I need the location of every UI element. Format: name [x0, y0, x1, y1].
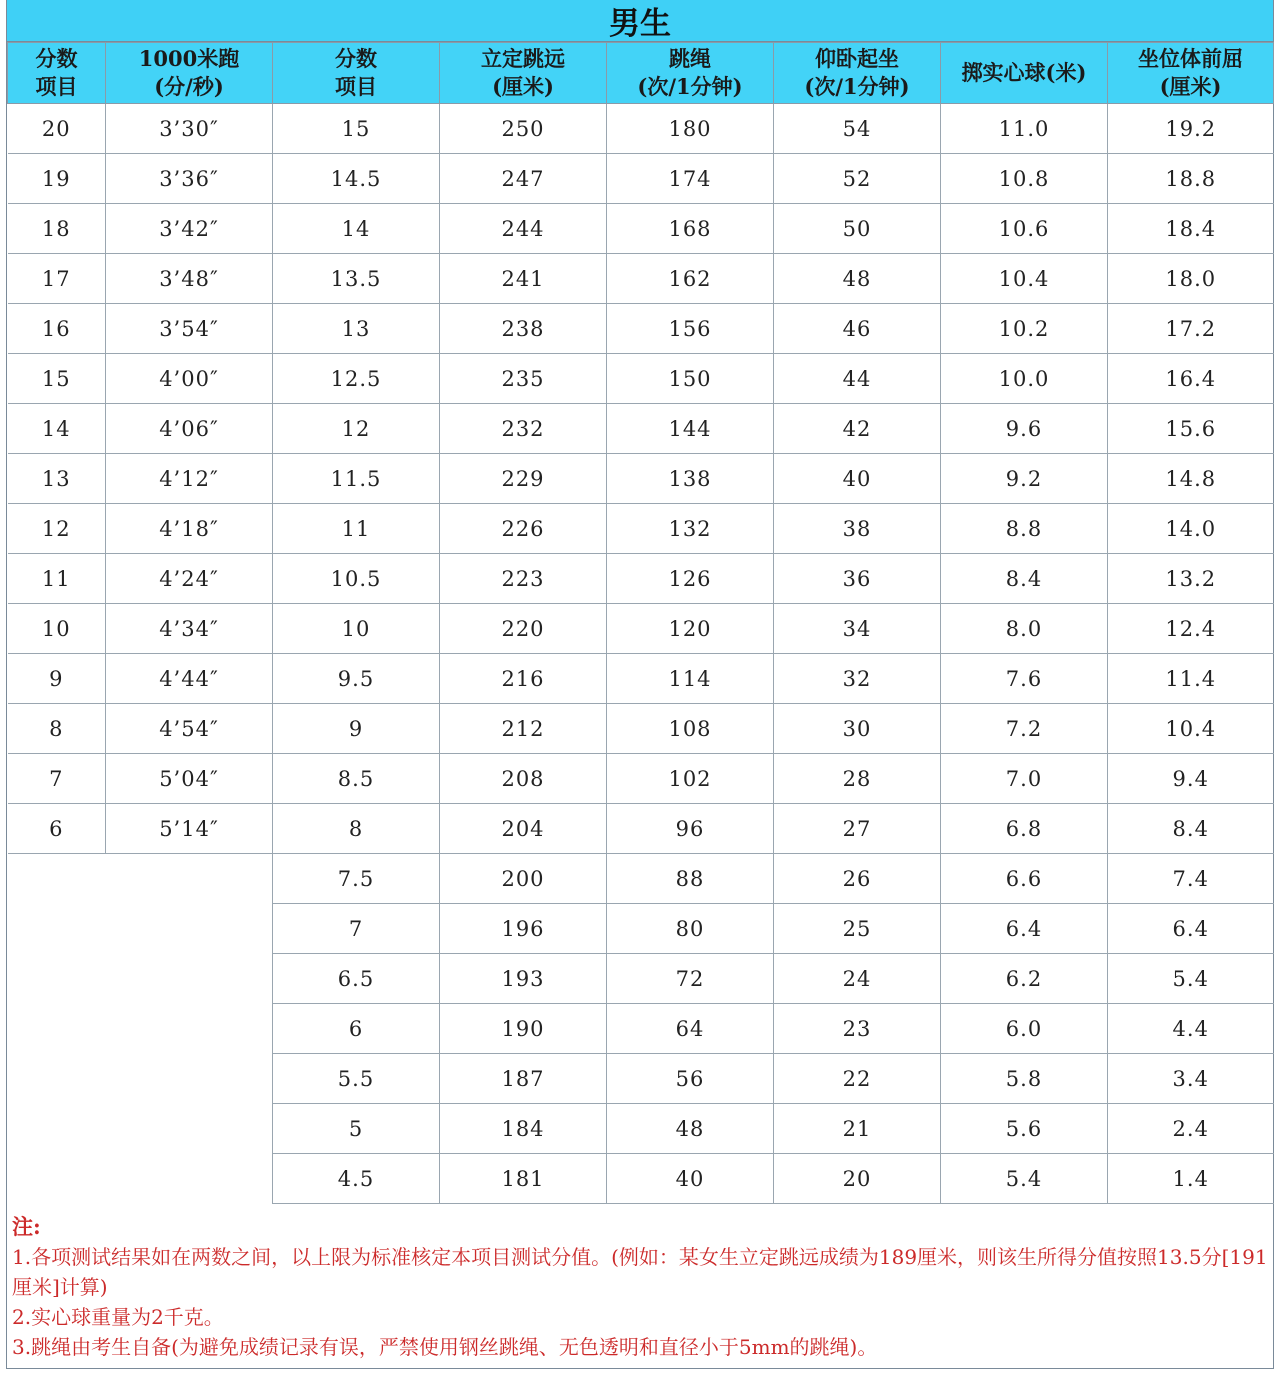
run-score-cell: 17 — [8, 254, 106, 304]
table-row — [8, 254, 1274, 304]
table-row — [8, 404, 1274, 454]
table-row — [8, 804, 1274, 854]
sit-and-reach-cell: 18.0 — [1108, 254, 1274, 304]
sit-ups-cell: 40 — [774, 454, 941, 504]
table-row — [8, 354, 1274, 404]
table-row — [8, 204, 1274, 254]
run-score-cell: 13 — [8, 454, 106, 504]
standing-long-jump-cell: 229 — [440, 454, 607, 504]
item-score-cell: 9.5 — [273, 654, 440, 704]
item-score-cell: 10 — [273, 604, 440, 654]
item-score-cell: 5 — [273, 1104, 440, 1154]
item-score-cell: 10.5 — [273, 554, 440, 604]
item-score-cell: 6.5 — [273, 954, 440, 1004]
header-item-score: 分数 项目 — [273, 43, 440, 104]
sit-ups-cell: 36 — [774, 554, 941, 604]
score-sheet — [6, 0, 1274, 1369]
run-score-cell: 15 — [8, 354, 106, 404]
run-score-cell: 19 — [8, 154, 106, 204]
sit-ups-cell: 28 — [774, 754, 941, 804]
sit-ups-cell: 50 — [774, 204, 941, 254]
run-score-cell: 10 — [8, 604, 106, 654]
standing-long-jump-cell: 232 — [440, 404, 607, 454]
sit-and-reach-cell: 13.2 — [1108, 554, 1274, 604]
medicine-ball-cell: 6.8 — [941, 804, 1108, 854]
table-row — [8, 504, 1274, 554]
sit-ups-cell: 25 — [774, 904, 941, 954]
run-score-cell: 16 — [8, 304, 106, 354]
sit-and-reach-cell: 4.4 — [1108, 1004, 1274, 1054]
rope-skipping-cell: 40 — [607, 1154, 774, 1204]
run-time-cell: 3’48″ — [106, 254, 273, 304]
rope-skipping-cell: 108 — [607, 704, 774, 754]
sit-ups-cell: 24 — [774, 954, 941, 1004]
standing-long-jump-cell: 244 — [440, 204, 607, 254]
item-score-cell: 14 — [273, 204, 440, 254]
run-time-cell: 4’00″ — [106, 354, 273, 404]
rope-skipping-cell: 80 — [607, 904, 774, 954]
sit-and-reach-cell: 6.4 — [1108, 904, 1274, 954]
run-score-cell: 6 — [8, 804, 106, 854]
medicine-ball-cell: 9.6 — [941, 404, 1108, 454]
sit-ups-cell: 38 — [774, 504, 941, 554]
item-score-cell: 8 — [273, 804, 440, 854]
sit-ups-cell: 44 — [774, 354, 941, 404]
rope-skipping-cell: 88 — [607, 854, 774, 904]
medicine-ball-cell: 5.4 — [941, 1154, 1108, 1204]
medicine-ball-cell: 7.2 — [941, 704, 1108, 754]
sit-ups-cell: 30 — [774, 704, 941, 754]
score-table-body — [8, 104, 1274, 1204]
medicine-ball-cell: 10.0 — [941, 354, 1108, 404]
run-score-cell: 18 — [8, 204, 106, 254]
rope-skipping-cell: 132 — [607, 504, 774, 554]
standing-long-jump-cell: 208 — [440, 754, 607, 804]
standing-long-jump-cell: 193 — [440, 954, 607, 1004]
sit-and-reach-cell: 17.2 — [1108, 304, 1274, 354]
header-rope-skipping: 跳绳 (次/1分钟) — [607, 43, 774, 104]
rope-skipping-cell: 102 — [607, 754, 774, 804]
medicine-ball-cell: 10.6 — [941, 204, 1108, 254]
item-score-cell: 7.5 — [273, 854, 440, 904]
table-row — [8, 654, 1274, 704]
standing-long-jump-cell: 204 — [440, 804, 607, 854]
standing-long-jump-cell: 250 — [440, 104, 607, 154]
rope-skipping-cell: 64 — [607, 1004, 774, 1054]
sit-ups-cell: 27 — [774, 804, 941, 854]
standing-long-jump-cell: 196 — [440, 904, 607, 954]
notes-title: 注: — [12, 1214, 41, 1239]
sit-ups-cell: 22 — [774, 1054, 941, 1104]
standing-long-jump-cell: 184 — [440, 1104, 607, 1154]
notes-section — [7, 1204, 1273, 1368]
item-score-cell: 4.5 — [273, 1154, 440, 1204]
sit-ups-cell: 23 — [774, 1004, 941, 1054]
header-row — [8, 43, 1274, 104]
medicine-ball-cell: 10.2 — [941, 304, 1108, 354]
sit-ups-cell: 20 — [774, 1154, 941, 1204]
rope-skipping-cell: 96 — [607, 804, 774, 854]
sit-and-reach-cell: 15.6 — [1108, 404, 1274, 454]
item-score-cell: 15 — [273, 104, 440, 154]
sit-ups-cell: 46 — [774, 304, 941, 354]
table-row — [8, 454, 1274, 504]
note-item-2: 2.实心球重量为2千克。 — [12, 1305, 224, 1329]
sit-and-reach-cell: 1.4 — [1108, 1154, 1274, 1204]
sit-and-reach-cell: 18.4 — [1108, 204, 1274, 254]
rope-skipping-cell: 120 — [607, 604, 774, 654]
rope-skipping-cell: 126 — [607, 554, 774, 604]
rope-skipping-cell: 138 — [607, 454, 774, 504]
table-row — [8, 104, 1274, 154]
standing-long-jump-cell: 247 — [440, 154, 607, 204]
header-standing-long-jump: 立定跳远 (厘米) — [440, 43, 607, 104]
run-time-cell: 4’34″ — [106, 604, 273, 654]
rope-skipping-cell: 48 — [607, 1104, 774, 1154]
sit-ups-cell: 21 — [774, 1104, 941, 1154]
medicine-ball-cell: 10.4 — [941, 254, 1108, 304]
item-score-cell: 13 — [273, 304, 440, 354]
item-score-cell: 14.5 — [273, 154, 440, 204]
rope-skipping-cell: 180 — [607, 104, 774, 154]
run-score-cell: 8 — [8, 704, 106, 754]
medicine-ball-cell: 10.8 — [941, 154, 1108, 204]
medicine-ball-cell: 7.0 — [941, 754, 1108, 804]
item-score-cell: 8.5 — [273, 754, 440, 804]
table-row — [8, 854, 1274, 904]
sit-and-reach-cell: 3.4 — [1108, 1054, 1274, 1104]
standing-long-jump-cell: 223 — [440, 554, 607, 604]
medicine-ball-cell: 6.4 — [941, 904, 1108, 954]
standing-long-jump-cell: 181 — [440, 1154, 607, 1204]
rope-skipping-cell: 156 — [607, 304, 774, 354]
medicine-ball-cell: 11.0 — [941, 104, 1108, 154]
item-score-cell: 12.5 — [273, 354, 440, 404]
sit-and-reach-cell: 19.2 — [1108, 104, 1274, 154]
page-title: 男生 — [7, 0, 1273, 42]
standing-long-jump-cell: 216 — [440, 654, 607, 704]
item-score-cell: 7 — [273, 904, 440, 954]
run-time-cell: 5’14″ — [106, 804, 273, 854]
sit-and-reach-cell: 12.4 — [1108, 604, 1274, 654]
sit-and-reach-cell: 5.4 — [1108, 954, 1274, 1004]
table-row — [8, 704, 1274, 754]
sit-ups-cell: 48 — [774, 254, 941, 304]
rope-skipping-cell: 168 — [607, 204, 774, 254]
run-time-cell: 4’24″ — [106, 554, 273, 604]
rope-skipping-cell: 114 — [607, 654, 774, 704]
item-score-cell: 9 — [273, 704, 440, 754]
sit-ups-cell: 34 — [774, 604, 941, 654]
run-score-cell: 14 — [8, 404, 106, 454]
rope-skipping-cell: 144 — [607, 404, 774, 454]
rope-skipping-cell: 150 — [607, 354, 774, 404]
table-row — [8, 304, 1274, 354]
standing-long-jump-cell: 190 — [440, 1004, 607, 1054]
rope-skipping-cell: 72 — [607, 954, 774, 1004]
note-item-3: 3.跳绳由考生自备(为避免成绩记录有误，严禁使用钢丝跳绳、无色透明和直径小于5mm的跳绳)。 — [12, 1335, 878, 1359]
run-time-cell: 3’36″ — [106, 154, 273, 204]
table-row — [8, 604, 1274, 654]
standing-long-jump-cell: 241 — [440, 254, 607, 304]
sit-and-reach-cell: 18.8 — [1108, 154, 1274, 204]
item-score-cell: 11 — [273, 504, 440, 554]
sit-and-reach-cell: 10.4 — [1108, 704, 1274, 754]
medicine-ball-cell: 6.6 — [941, 854, 1108, 904]
item-score-cell: 11.5 — [273, 454, 440, 504]
sit-ups-cell: 54 — [774, 104, 941, 154]
rope-skipping-cell: 162 — [607, 254, 774, 304]
sit-and-reach-cell: 2.4 — [1108, 1104, 1274, 1154]
rope-skipping-cell: 56 — [607, 1054, 774, 1104]
sit-and-reach-cell: 11.4 — [1108, 654, 1274, 704]
run-time-cell: 3’42″ — [106, 204, 273, 254]
run-time-cell: 4’18″ — [106, 504, 273, 554]
standing-long-jump-cell: 235 — [440, 354, 607, 404]
run-score-cell: 7 — [8, 754, 106, 804]
standing-long-jump-cell: 226 — [440, 504, 607, 554]
medicine-ball-cell: 8.0 — [941, 604, 1108, 654]
run-score-cell: 9 — [8, 654, 106, 704]
header-run-score: 分数 项目 — [8, 43, 106, 104]
header-sit-ups: 仰卧起坐 (次/1分钟) — [774, 43, 941, 104]
sit-ups-cell: 42 — [774, 404, 941, 454]
item-score-cell: 13.5 — [273, 254, 440, 304]
header-sit-and-reach: 坐位体前屈 (厘米) — [1108, 43, 1274, 104]
header-medicine-ball: 掷实心球(米) — [941, 43, 1108, 104]
item-score-cell: 6 — [273, 1004, 440, 1054]
standing-long-jump-cell: 212 — [440, 704, 607, 754]
run-time-cell: 4’06″ — [106, 404, 273, 454]
table-row — [8, 754, 1274, 804]
sit-and-reach-cell: 7.4 — [1108, 854, 1274, 904]
run-time-cell: 3’54″ — [106, 304, 273, 354]
medicine-ball-cell: 6.2 — [941, 954, 1108, 1004]
medicine-ball-cell: 5.6 — [941, 1104, 1108, 1154]
sit-ups-cell: 52 — [774, 154, 941, 204]
run-time-cell: 4’44″ — [106, 654, 273, 704]
medicine-ball-cell: 5.8 — [941, 1054, 1108, 1104]
run-score-cell: 11 — [8, 554, 106, 604]
sit-and-reach-cell: 14.0 — [1108, 504, 1274, 554]
sit-ups-cell: 32 — [774, 654, 941, 704]
run-time-cell: 4’12″ — [106, 454, 273, 504]
item-score-cell: 12 — [273, 404, 440, 454]
note-item-1: 1.各项测试结果如在两数之间，以上限为标准核定本项目测试分值。(例如：某女生立定跳远成绩为189厘米，则该生所得分值按照13.5分[191厘米]计算) — [12, 1245, 1268, 1299]
empty-run-area — [8, 854, 273, 1204]
medicine-ball-cell: 7.6 — [941, 654, 1108, 704]
sit-and-reach-cell: 8.4 — [1108, 804, 1274, 854]
sit-and-reach-cell: 16.4 — [1108, 354, 1274, 404]
standing-long-jump-cell: 220 — [440, 604, 607, 654]
medicine-ball-cell: 6.0 — [941, 1004, 1108, 1054]
rope-skipping-cell: 174 — [607, 154, 774, 204]
header-1000m-run: 1000米跑 (分/秒) — [106, 43, 273, 104]
sit-ups-cell: 26 — [774, 854, 941, 904]
run-score-cell: 12 — [8, 504, 106, 554]
run-time-cell: 5’04″ — [106, 754, 273, 804]
score-table — [7, 42, 1274, 1204]
standing-long-jump-cell: 200 — [440, 854, 607, 904]
run-score-cell: 20 — [8, 104, 106, 154]
sit-and-reach-cell: 14.8 — [1108, 454, 1274, 504]
table-row — [8, 554, 1274, 604]
medicine-ball-cell: 8.4 — [941, 554, 1108, 604]
table-row — [8, 154, 1274, 204]
medicine-ball-cell: 8.8 — [941, 504, 1108, 554]
sit-and-reach-cell: 9.4 — [1108, 754, 1274, 804]
run-time-cell: 4’54″ — [106, 704, 273, 754]
standing-long-jump-cell: 187 — [440, 1054, 607, 1104]
run-time-cell: 3’30″ — [106, 104, 273, 154]
item-score-cell: 5.5 — [273, 1054, 440, 1104]
standing-long-jump-cell: 238 — [440, 304, 607, 354]
medicine-ball-cell: 9.2 — [941, 454, 1108, 504]
